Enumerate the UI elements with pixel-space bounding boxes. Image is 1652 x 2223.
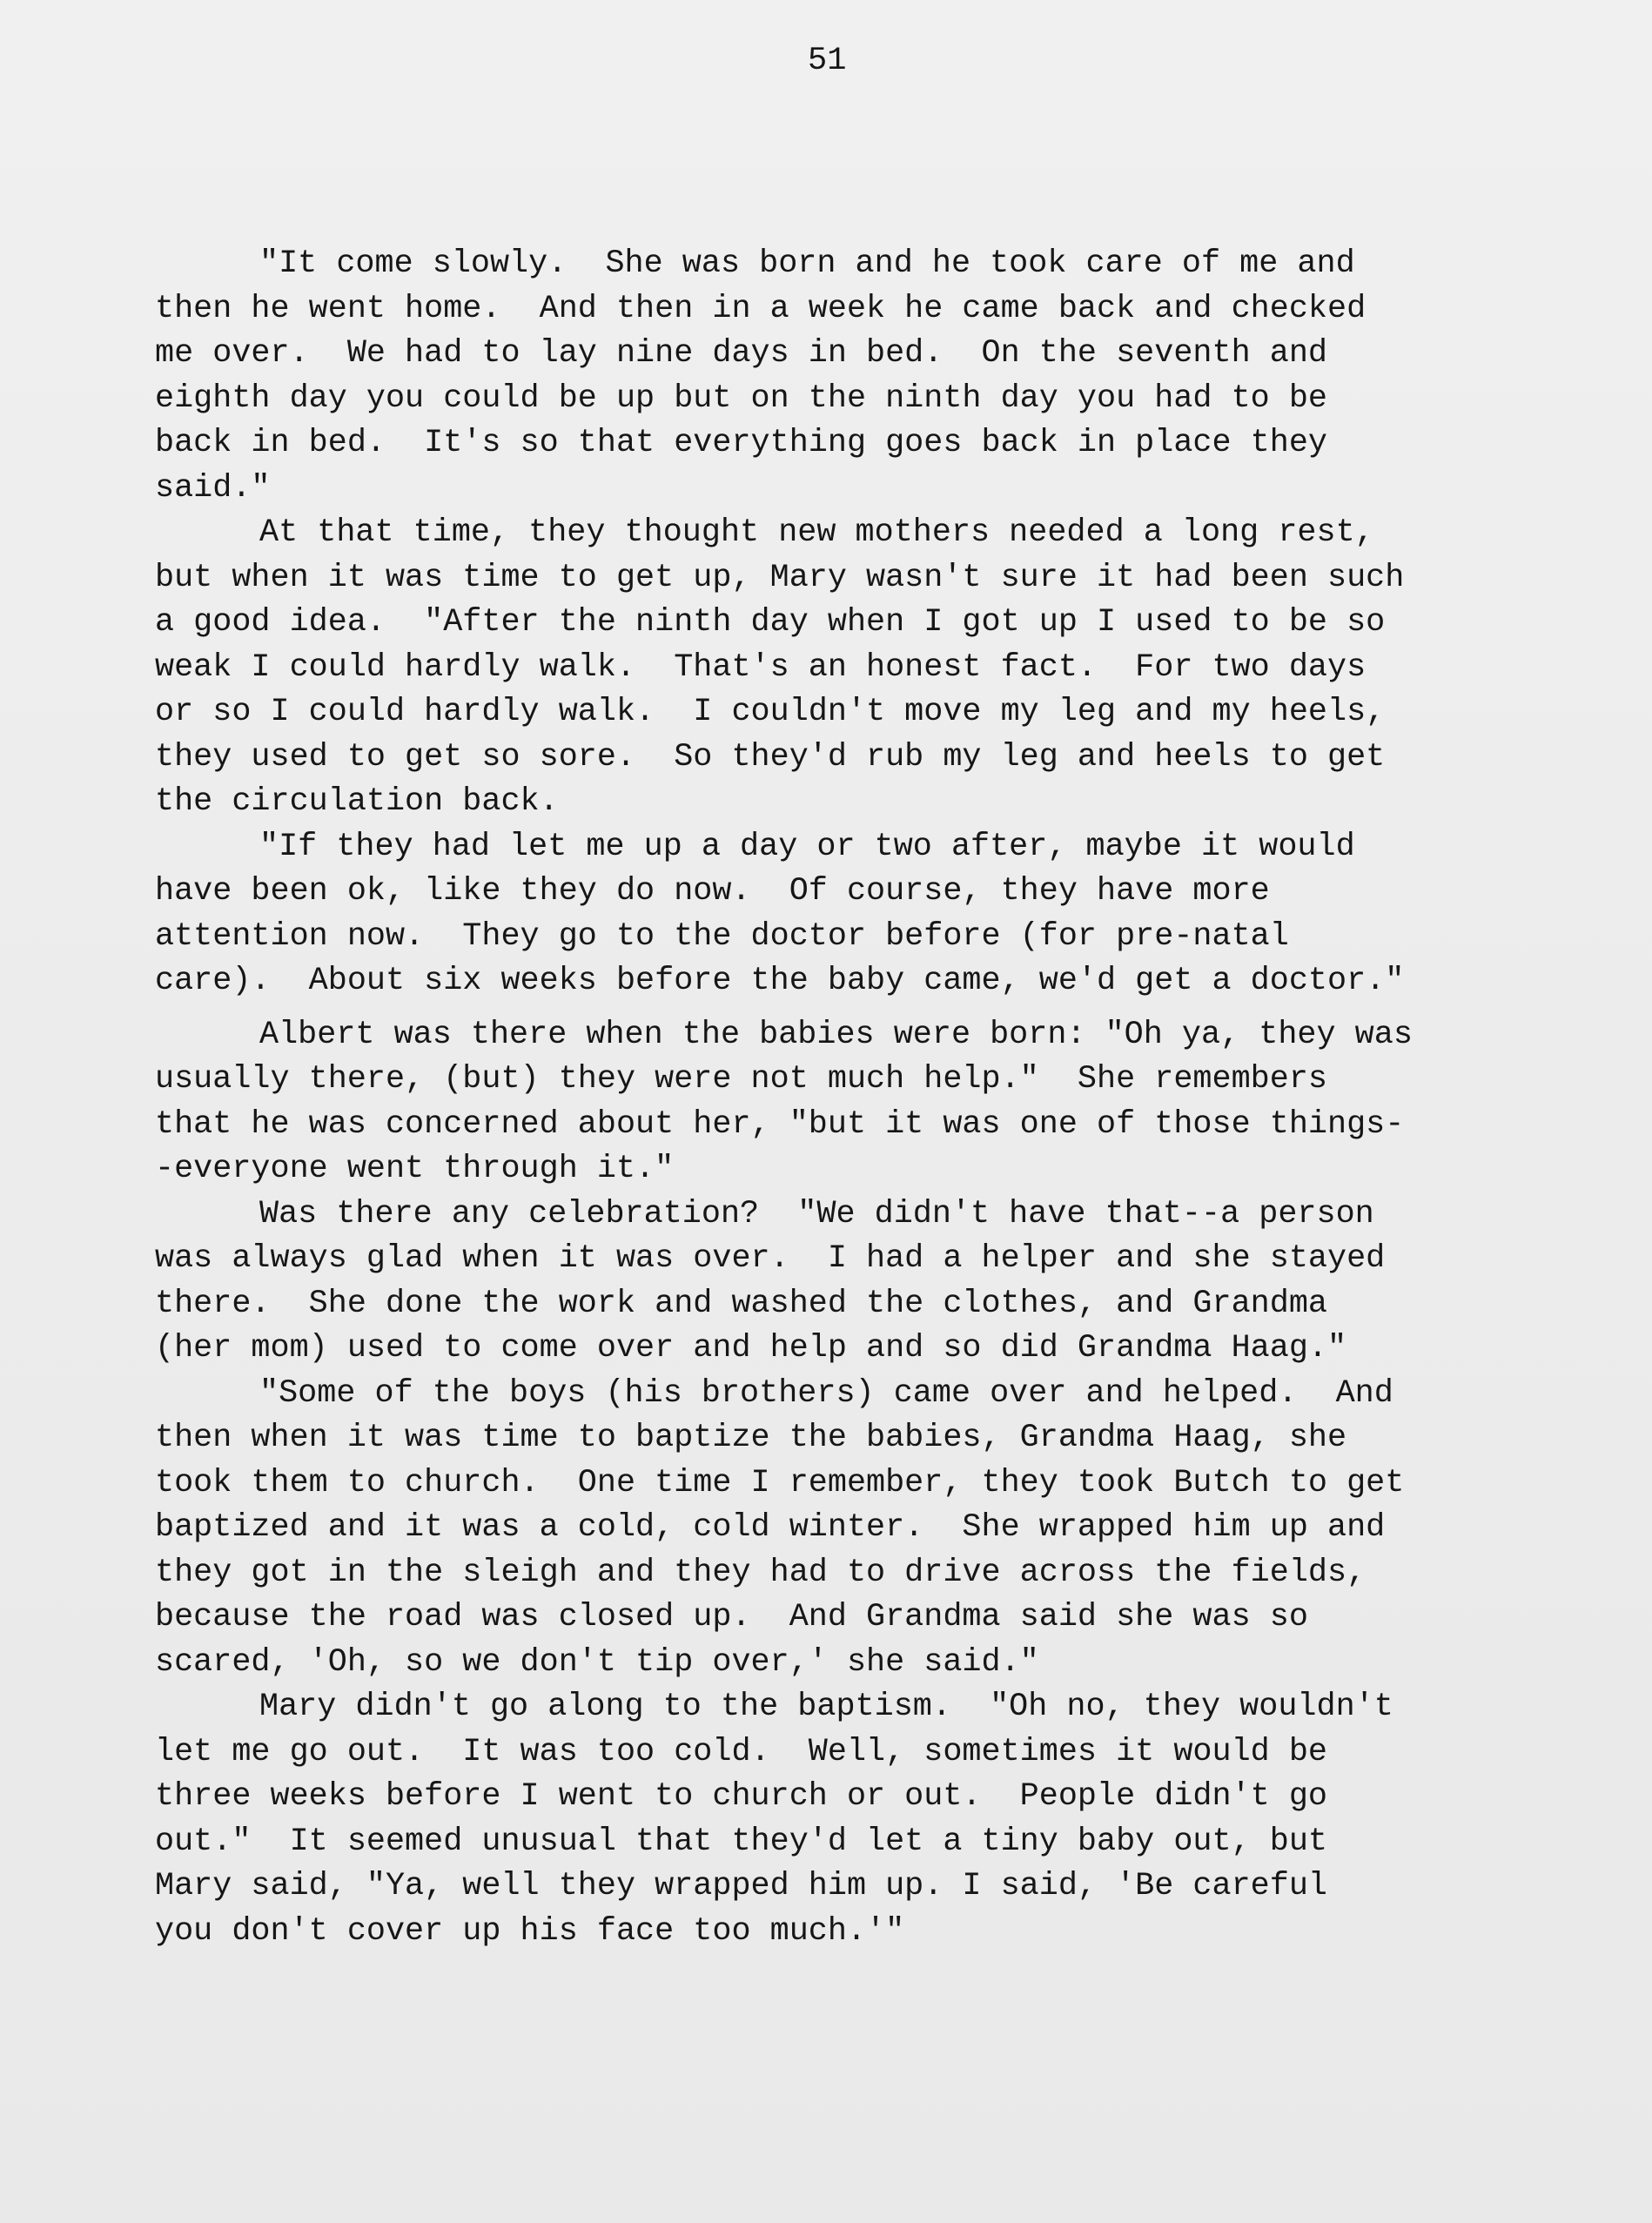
text-line: "It come slowly. She was born and he took care of me and [259, 245, 1355, 282]
text-line: me over. We had to lay nine days in bed. On the seventh and [155, 335, 1327, 372]
text-line: Mary said, "Ya, well they wrapped him up. I said, 'Be careful [155, 1868, 1327, 1904]
text-line: out." It seemed unusual that they'd let a tiny baby out, but [155, 1823, 1327, 1860]
page-number: 51 [808, 43, 847, 79]
text-line: back in bed. It's so that everything goes back in place they [155, 425, 1327, 461]
text-line: said." [155, 469, 271, 507]
text-line: Albert was there when the babies were born: "Oh ya, they was [259, 1016, 1413, 1053]
text-line: but when it was time to get up, Mary wasn't sure it had been such [155, 559, 1405, 596]
text-line: have been ok, like they do now. Of course, they have more [155, 873, 1270, 910]
text-line: the circulation back. [155, 783, 559, 820]
text-line: weak I could hardly walk. That's an honest fact. For two days [155, 648, 1367, 686]
text-line: a good idea. "After the ninth day when I got up I used to be so [155, 604, 1386, 641]
text-line: that he was concerned about her, "but it was one of those things- [155, 1105, 1405, 1143]
text-line: Was there any celebration? "We didn't have that--a person [259, 1195, 1374, 1232]
text-line: -everyone went through it." [155, 1151, 675, 1187]
text-line: let me go out. It was too cold. Well, sometimes it would be [155, 1733, 1327, 1770]
text-line: eighth day you could be up but on the ninth day you had to be [155, 379, 1327, 417]
text-line: At that time, they thought new mothers needed a long rest, [259, 514, 1374, 551]
text-line: or so I could hardly walk. I couldn't move my leg and my heels, [155, 694, 1386, 730]
text-line: because the road was closed up. And Grandma said she was so [155, 1599, 1308, 1635]
text-line: usually there, (but) they were not much help." She remembers [155, 1061, 1327, 1098]
text-line: they used to get so sore. So they'd rub my leg and heels to get [155, 738, 1386, 776]
text-line: took them to church. One time I remember, they took Butch to get [155, 1464, 1405, 1501]
text-line: Mary didn't go along to the baptism. "Oh no, they wouldn't [259, 1689, 1393, 1725]
text-line: there. She done the work and washed the clothes, and Grandma [155, 1285, 1327, 1322]
text-line: (her mom) used to come over and help and so did Grandma Haag." [155, 1330, 1347, 1367]
text-line: "If they had let me up a day or two after, maybe it would [259, 828, 1355, 865]
text-line: they got in the sleigh and they had to drive across the fields, [155, 1554, 1367, 1591]
text-line: then when it was time to baptize the babies, Grandma Haag, she [155, 1420, 1347, 1456]
text-line: "Some of the boys (his brothers) came over and helped. And [259, 1374, 1393, 1412]
paragraph-gap [155, 1004, 1513, 1013]
text-line: was always glad when it was over. I had a helper and she stayed [155, 1240, 1386, 1277]
text-line: baptized and it was a cold, cold winter. She wrapped him up and [155, 1509, 1386, 1546]
text-line: care). About six weeks before the baby came, we'd get a doctor." [155, 963, 1405, 999]
text-line: you don't cover up his face too much.'" [155, 1912, 905, 1950]
text-line: three weeks before I went to church or out. People didn't go [155, 1778, 1327, 1815]
text-line: then he went home. And then in a week he came back and checked [155, 290, 1367, 327]
text-line: scared, 'Oh, so we don't tip over,' she said." [155, 1643, 1039, 1681]
text-line: attention now. They go to the doctor before (for pre-natal [155, 917, 1289, 955]
body-text [155, 242, 1513, 1954]
